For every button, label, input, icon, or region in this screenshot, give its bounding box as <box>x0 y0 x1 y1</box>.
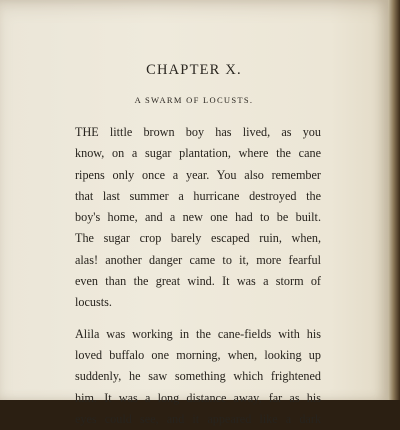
text-line: The sugar crop barely escaped ruin, when, <box>75 231 321 246</box>
text-line: boy's home, and a new one had to be built. <box>75 210 321 225</box>
text-line: locusts. <box>75 295 112 310</box>
paragraph-1 <box>75 122 321 314</box>
text-line: Alila was working in the cane-fields with his <box>75 326 321 341</box>
text-line: alas! another danger came to it, more fearful <box>75 252 321 267</box>
text-line: even than the great wind. It was a storm of <box>75 274 321 289</box>
text-line: loved buffalo one morning, when, looking up <box>75 347 321 362</box>
text-line: eyes could see, and it appeared like a dark <box>75 411 321 426</box>
chapter-body <box>75 122 321 430</box>
book-edge-shadow <box>388 0 400 400</box>
text-line: him. It was a long distance away, far as his <box>75 390 321 405</box>
text-line: know, on a sugar plantation, where the cane <box>75 146 321 161</box>
chapter-subtitle: A SWARM OF LOCUSTS. <box>134 95 254 105</box>
text-line: suddenly, he saw something which frightened <box>75 369 321 384</box>
chapter-title: CHAPTER X. <box>146 62 242 78</box>
paragraph-2 <box>75 324 321 430</box>
text-line: ripens only once a year. You also remember <box>75 167 321 182</box>
text-line: THE little brown boy has lived, as you <box>75 125 321 139</box>
text-line: that last summer a hurricane destroyed the <box>75 188 321 203</box>
